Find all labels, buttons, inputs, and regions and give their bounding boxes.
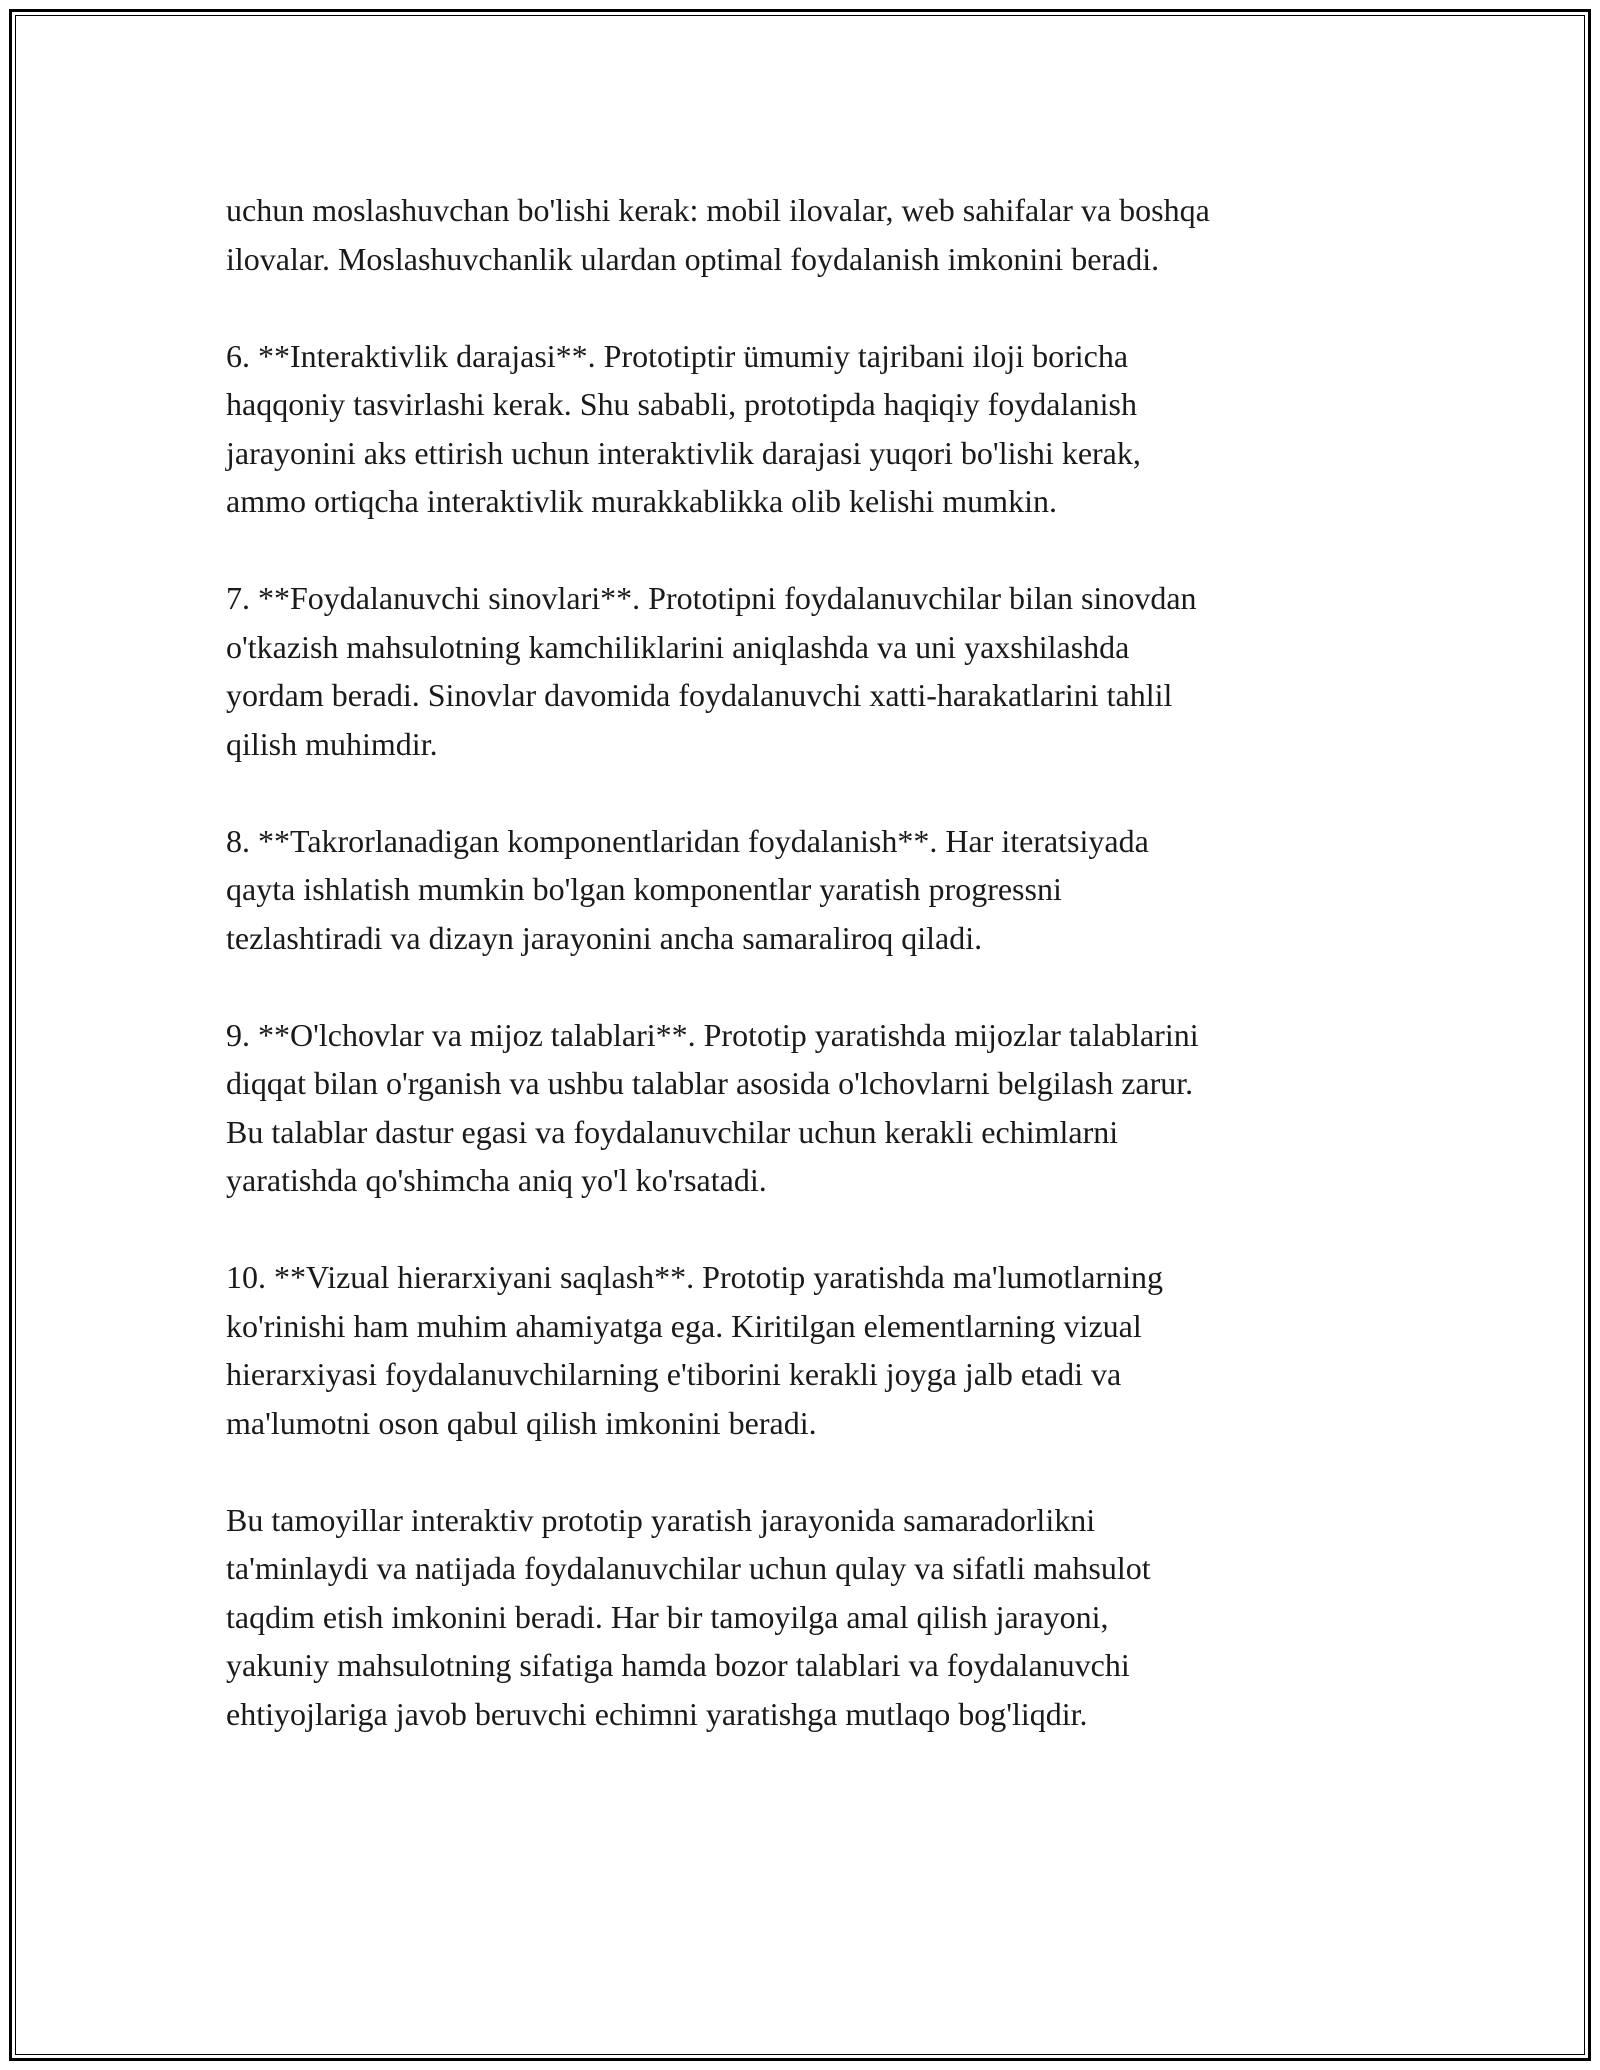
paragraph-item-10 bbox=[226, 1253, 1406, 1447]
paragraph-item-8 bbox=[226, 817, 1406, 963]
text-line: 9. **O'lchovlar va mijoz talablari**. Prototip yaratishda mijozlar talablarini bbox=[226, 1016, 1199, 1053]
text-line: 7. **Foydalanuvchi sinovlari**. Prototipni foydalanuvchilar bilan sinovdan bbox=[226, 580, 1197, 616]
text-line: 10. **Vizual hierarxiyani saqlash**. Prototip yaratishda ma'lumotlarning bbox=[226, 1259, 1163, 1295]
text-line: hierarxiyasi foydalanuvchilarning e'tiborini kerakli joyga jalb etadi va bbox=[226, 1356, 1122, 1392]
text-line: 8. **Takrorlanadigan komponentlaridan foydalanish**. Har iteratsiyada bbox=[226, 822, 1149, 859]
text-line: tezlashtiradi va dizayn jarayonini ancha samaraliroq qiladi. bbox=[226, 919, 983, 956]
text-line: yaratishda qo'shimcha aniq yo'l ko'rsatadi. bbox=[226, 1162, 767, 1198]
text-line: haqqoniy tasvirlashi kerak. Shu sababli, prototipda haqiqiy foydalanish bbox=[226, 386, 1137, 422]
text-line: ko'rinishi ham muhim ahamiyatga ega. Kiritilgan elementlarning vizual bbox=[226, 1307, 1142, 1344]
paragraph-conclusion bbox=[226, 1496, 1406, 1739]
document-body bbox=[226, 186, 1406, 1787]
text-line: yakuniy mahsulotning sifatiga hamda bozor talablari va foydalanuvchi bbox=[226, 1647, 1130, 1683]
text-line: ammo ortiqcha interaktivlik murakkablikka olib kelishi mumkin. bbox=[226, 483, 1057, 519]
text-line: ta'minlaydi va natijada foydalanuvchilar uchun qulay va sifatli mahsulot bbox=[226, 1550, 1151, 1586]
text-line: yordam beradi. Sinovlar davomida foydalanuvchi xatti-harakatlarini tahlil bbox=[226, 677, 1173, 713]
paragraph-item-9 bbox=[226, 1011, 1406, 1205]
text-line: qilish muhimdir. bbox=[226, 725, 438, 762]
text-line: taqdim etish imkonini beradi. Har bir tamoyilga amal qilish jarayoni, bbox=[226, 1598, 1109, 1635]
text-line: ilovalar. Moslashuvchanlik ulardan optimal foydalanish imkonini beradi. bbox=[226, 240, 1160, 277]
text-line: o'tkazish mahsulotning kamchiliklarini aniqlashda va uni yaxshilashda bbox=[226, 628, 1130, 665]
paragraph-item-7 bbox=[226, 574, 1406, 768]
text-line: jarayonini aks ettirish uchun interaktivlik darajasi yuqori bo'lishi kerak, bbox=[226, 434, 1141, 471]
paragraph-flexibility-continuation bbox=[226, 186, 1406, 283]
text-line: 6. **Interaktivlik darajasi**. Prototiptir ümumiy tajribani iloji boricha bbox=[226, 337, 1129, 374]
text-line: ehtiyojlariga javob beruvchi echimni yaratishga mutlaqo bog'liqdir. bbox=[226, 1695, 1088, 1732]
text-line: ma'lumotni oson qabul qilish imkonini beradi. bbox=[226, 1404, 817, 1441]
text-line: Bu tamoyillar interaktiv prototip yaratish jarayonida samaradorlikni bbox=[226, 1501, 1096, 1538]
text-line: uchun moslashuvchan bo'lishi kerak: mobil ilovalar, web sahifalar va boshqa bbox=[226, 192, 1210, 228]
text-line: diqqat bilan o'rganish va ushbu talablar asosida o'lchovlarni belgilash zarur. bbox=[226, 1065, 1194, 1101]
text-line: qayta ishlatish mumkin bo'lgan komponentlar yaratish progressni bbox=[226, 871, 1062, 907]
text-line: Bu talablar dastur egasi va foydalanuvchilar uchun kerakli echimlarni bbox=[226, 1113, 1119, 1150]
paragraph-item-6 bbox=[226, 332, 1406, 526]
